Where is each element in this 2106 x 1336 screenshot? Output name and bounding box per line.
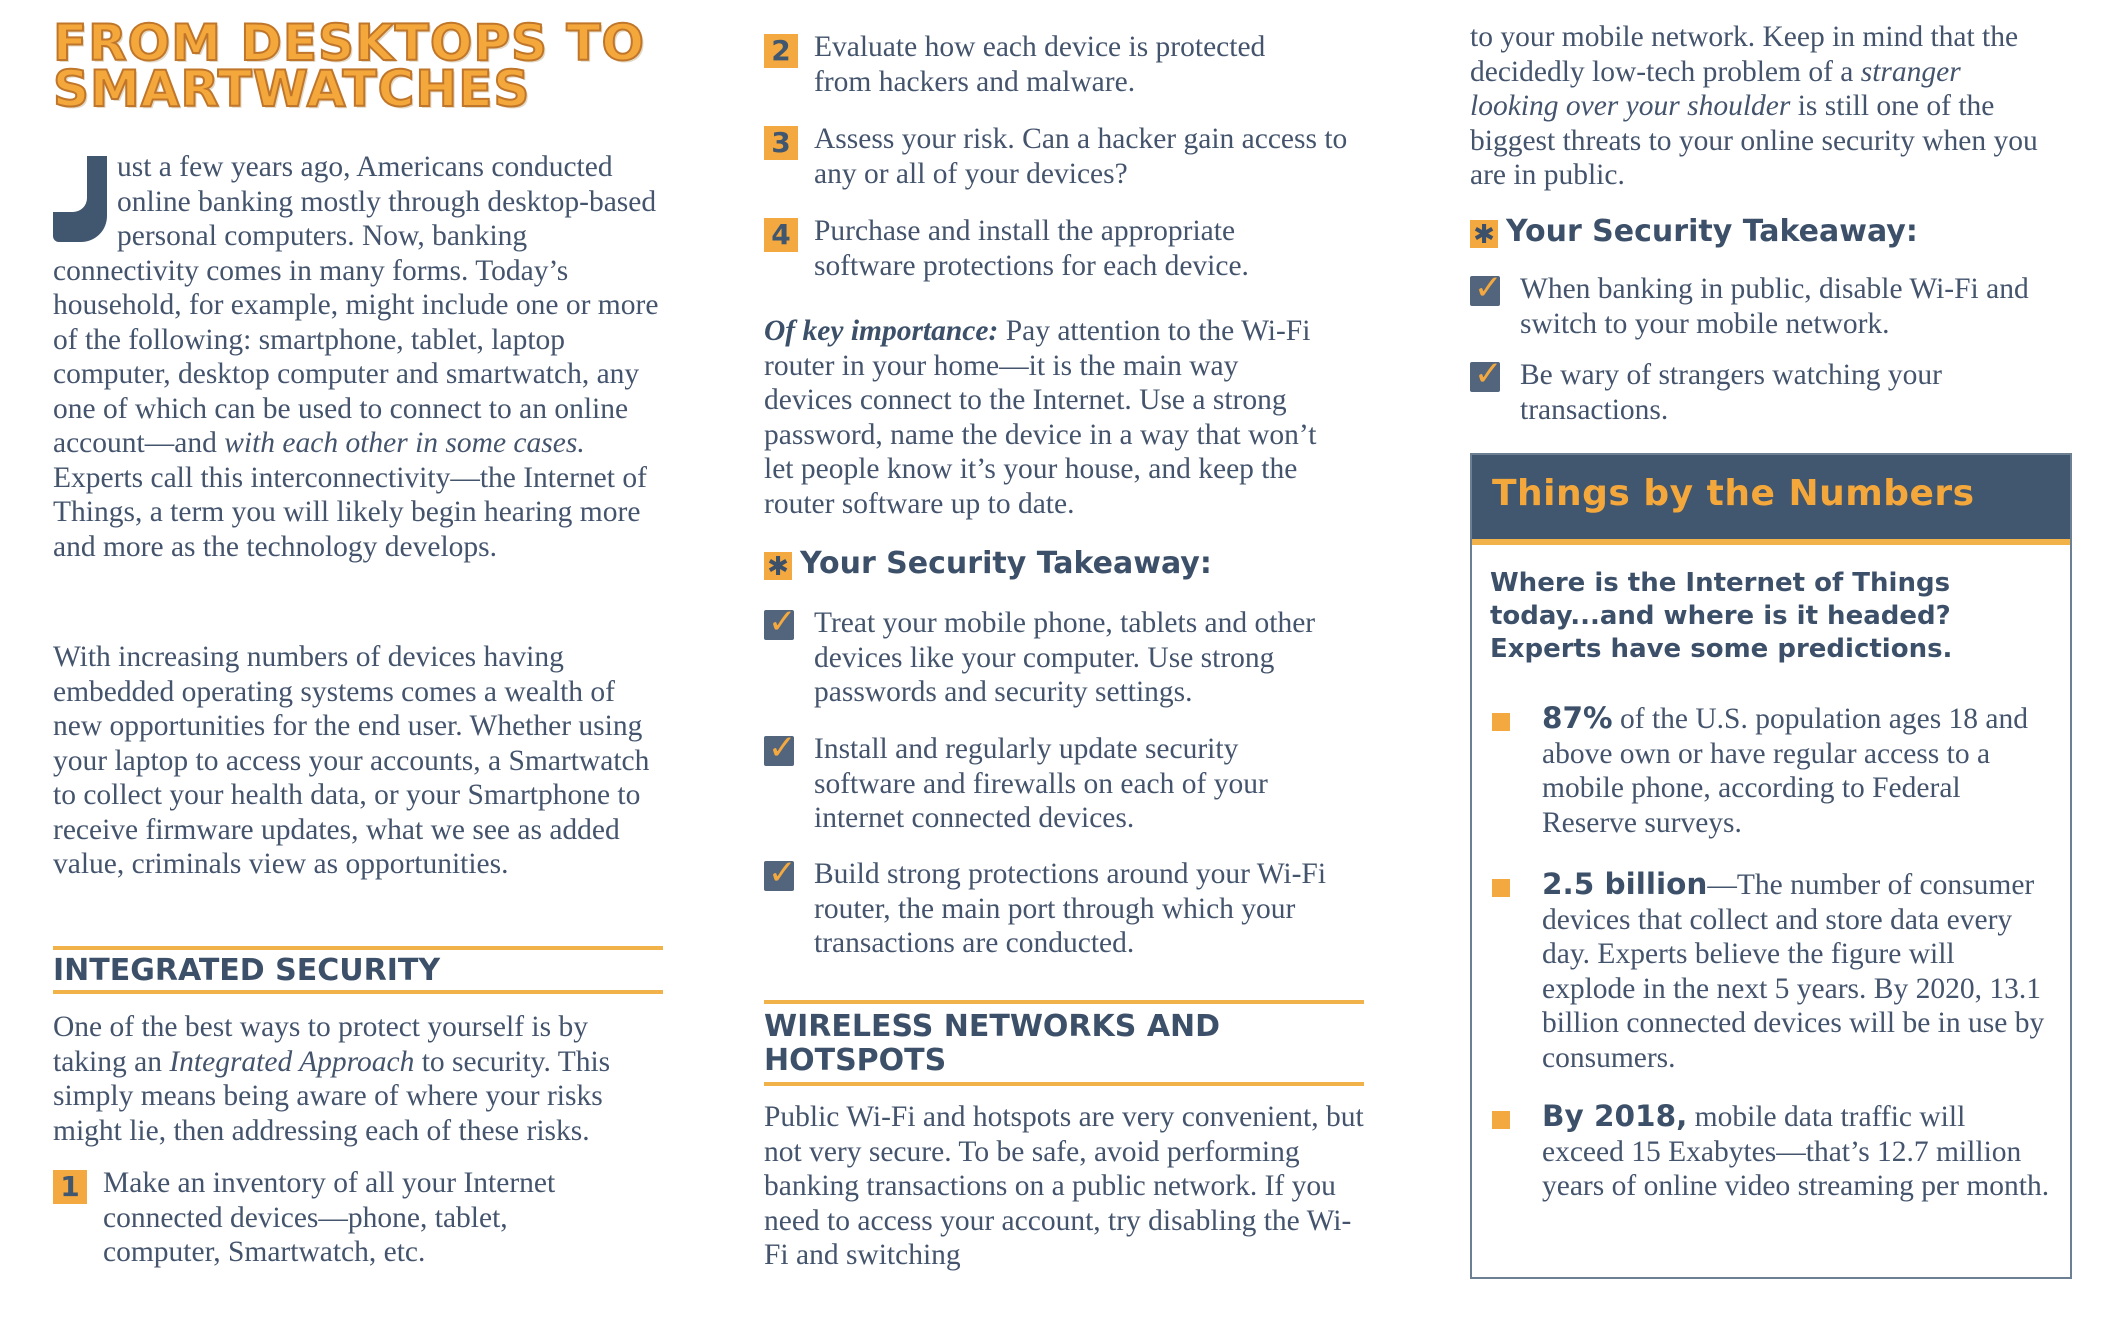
stat-text bbox=[1542, 867, 2052, 1075]
step-text: Purchase and install the appropriate software protections for each device. bbox=[814, 215, 1249, 282]
step-number: 3 bbox=[764, 126, 798, 160]
continued-text-a: to your mobile network. Keep in mind that the decidedly low-tech problem of a bbox=[1470, 21, 2019, 88]
integrated-security-heading: INTEGRATED SECURITY bbox=[53, 946, 663, 994]
intro-paragraph bbox=[53, 150, 665, 564]
stat-lead: 87% bbox=[1542, 701, 1613, 735]
checkmark-icon bbox=[764, 610, 794, 640]
stat-lead: By 2018, bbox=[1542, 1099, 1688, 1133]
takeaway-item-text: Install and regularly update security software and firewalls on each of your internet connected devices. bbox=[814, 733, 1268, 834]
step-4 bbox=[764, 214, 1324, 283]
main-heading-line1: FROM DESKTOPS TO bbox=[53, 14, 646, 72]
takeaway-1-item-3 bbox=[764, 857, 1344, 961]
opportunities-paragraph: With increasing numbers of devices having embedded operating systems comes a wealth of new opportunities for the end user. Whether using your laptop to access your accounts, a Smartwatch to collect your health data, or your Smartphone to receive firmware updates, what we see as added value, criminals view as opportunities. bbox=[53, 641, 650, 880]
square-bullet-icon bbox=[1492, 713, 1510, 731]
intro-italic: with each other in some cases. bbox=[224, 427, 585, 459]
stat-body: of the U.S. population ages 18 and above own or have regular access to a mobile phone, according to Federal Reserve surveys. bbox=[1542, 703, 2029, 839]
numbers-question: Where is the Internet of Things today...and where is it headed? Experts have some predictions. bbox=[1490, 568, 1953, 664]
step-3 bbox=[764, 122, 1364, 191]
stat-body: —The number of consumer devices that collect and store data every day. Experts believe the figure will explode in the next 5 years. By 2020, 13.1 billion connected devices will be in use by consumers. bbox=[1542, 869, 2045, 1074]
wireless-paragraph: Public Wi-Fi and hotspots are very convenient, but not very secure. To be safe, avoid performing banking transactions on a public network. If you need to access your account, try disabling the Wi-Fi and switching bbox=[764, 1101, 1364, 1271]
square-bullet-icon bbox=[1492, 1111, 1510, 1129]
continued-text-b: is still one of the biggest threats to your online security when you are in public. bbox=[1470, 90, 2038, 191]
takeaway-1-item-1 bbox=[764, 606, 1324, 710]
star-icon: ✱ bbox=[764, 552, 792, 580]
continued-italic: stranger looking over your shoulder bbox=[1470, 55, 1961, 122]
square-bullet-icon bbox=[1492, 879, 1510, 897]
main-heading bbox=[53, 14, 646, 118]
integrated-text-b: to security. This simply means being aware of where your risks might lie, then addressing each of these risks. bbox=[53, 1045, 611, 1147]
takeaway-2-item-1 bbox=[1470, 272, 2030, 341]
stat-item-3 bbox=[1492, 1099, 2052, 1204]
stat-item-2 bbox=[1492, 867, 2052, 1075]
intro-text-b: Experts call this interconnectivity—the Internet of Things, a term you will likely begin hearing more and more as the technology develops. bbox=[53, 461, 647, 563]
key-importance-paragraph bbox=[764, 314, 1334, 521]
star-icon: ✱ bbox=[1470, 220, 1498, 248]
numbers-header bbox=[1472, 455, 2070, 545]
key-importance-lead: Of key importance: bbox=[764, 315, 999, 347]
takeaway-item-text: Treat your mobile phone, tablets and other devices like your computer. Use strong passwords and security settings. bbox=[814, 607, 1316, 708]
takeaway-heading-2 bbox=[1470, 214, 1918, 249]
stat-text bbox=[1542, 1099, 2052, 1204]
main-heading-line2: SMARTWATCHES bbox=[53, 60, 531, 118]
integrated-paragraph bbox=[53, 1010, 665, 1148]
stat-text bbox=[1542, 701, 2052, 840]
integrated-italic: Integrated Approach bbox=[169, 1045, 415, 1078]
checkmark-icon bbox=[764, 736, 794, 766]
step-text: Evaluate how each device is protected from hackers and malware. bbox=[814, 31, 1266, 98]
step-number: 4 bbox=[764, 218, 798, 252]
takeaway-heading-1 bbox=[764, 546, 1212, 581]
continued-paragraph bbox=[1470, 20, 2050, 193]
step-2 bbox=[764, 30, 1324, 99]
wireless-networks-heading: WIRELESS NETWORKS AND HOTSPOTS bbox=[764, 1000, 1364, 1086]
takeaway-item-text: Be wary of strangers watching your transactions. bbox=[1520, 359, 1942, 426]
stat-lead: 2.5 billion bbox=[1542, 867, 1708, 901]
numbers-sidebar-box bbox=[1470, 453, 2072, 1279]
key-importance-text: Pay attention to the Wi-Fi router in your home—it is the main way devices connect to the Internet. Use a strong password, name the device in a way that won’t let people know it’s your house, and keep the router software up to date. bbox=[764, 315, 1317, 520]
checkmark-icon bbox=[764, 861, 794, 891]
takeaway-heading-text: Your Security Takeaway: bbox=[1506, 214, 1918, 249]
numbers-title: Things by the Numbers bbox=[1492, 473, 1975, 514]
intro-text-a: ust a few years ago, Americans conducted online banking mostly through desktop-based personal computers. Now, banking connectivity comes in many forms. Today’s household, for example, might include one or more of the following: smartphone, tablet, laptop computer, desktop computer and smartwatch, any one of which can be used to connect to an online account—and bbox=[53, 151, 659, 459]
dropcap-letter bbox=[53, 156, 107, 242]
takeaway-item-text: Build strong protections around your Wi-Fi router, the main port through which your transactions are conducted. bbox=[814, 858, 1327, 959]
step-1 bbox=[53, 1166, 613, 1270]
step-text: Assess your risk. Can a hacker gain access to any or all of your devices? bbox=[814, 123, 1348, 190]
takeaway-item-text: When banking in public, disable Wi-Fi and switch to your mobile network. bbox=[1520, 273, 2029, 340]
takeaway-heading-text: Your Security Takeaway: bbox=[800, 546, 1212, 581]
stat-body: mobile data traffic will exceed 15 Exabytes—that’s 12.7 million years of online video streaming per month. bbox=[1542, 1101, 2050, 1202]
takeaway-2-item-2 bbox=[1470, 358, 2030, 427]
integrated-text-a: One of the best ways to protect yourself is by taking an bbox=[53, 1011, 588, 1078]
takeaway-1-item-2 bbox=[764, 732, 1324, 836]
stat-item-1 bbox=[1492, 701, 2052, 840]
step-text: Make an inventory of all your Internet connected devices—phone, tablet, computer, Smartwatch, etc. bbox=[103, 1167, 556, 1268]
step-number: 2 bbox=[764, 34, 798, 68]
step-number: 1 bbox=[53, 1170, 87, 1204]
checkmark-icon bbox=[1470, 362, 1500, 392]
checkmark-icon bbox=[1470, 276, 1500, 306]
